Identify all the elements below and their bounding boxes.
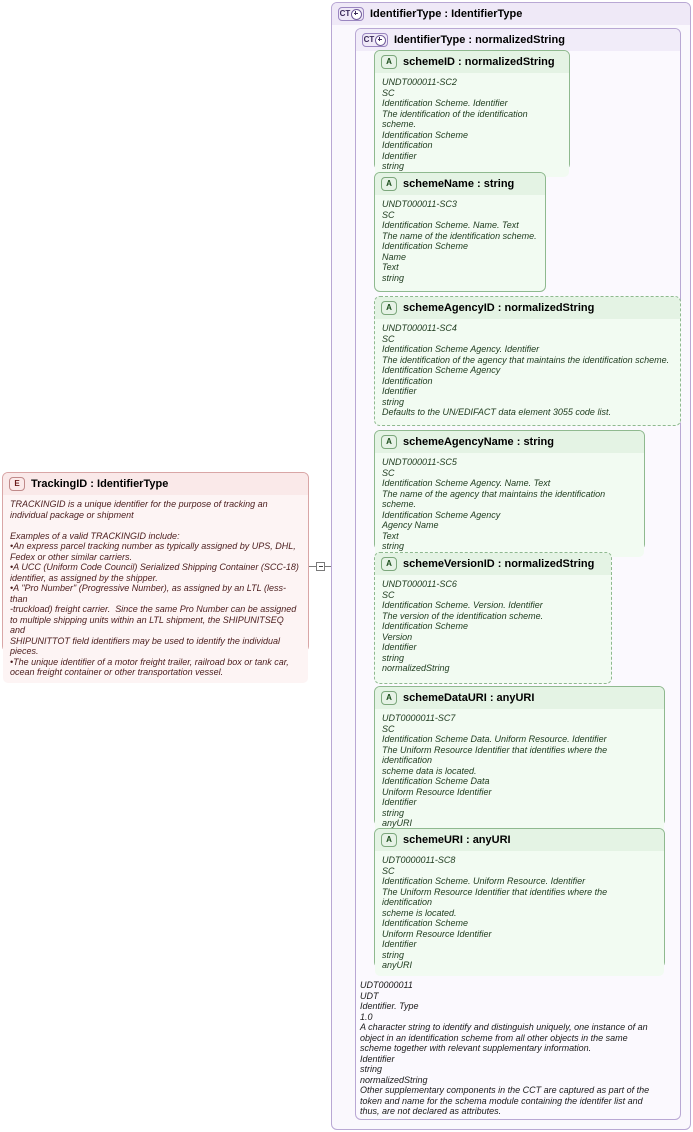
element-documentation <box>3 495 308 683</box>
attribute-documentation <box>375 195 545 288</box>
doc-line: Agency Name <box>382 520 439 530</box>
attribute-documentation <box>375 709 664 834</box>
doc-line: string <box>382 807 405 818</box>
attribute-header <box>375 431 644 453</box>
doc-line: •A "Pro Number" (Progressive Number), as assigned by an LTL (less-than <box>10 583 286 604</box>
doc-line: Uniform Resource Identifier <box>382 786 492 797</box>
doc-line: UNDT000011-SC6 <box>382 579 457 589</box>
doc-line: •A UCC (Uniform Code Council) Serialized Shipping Container (SCC-18) <box>10 562 299 572</box>
attribute-title: schemeAgencyName : string <box>403 436 554 448</box>
doc-line: UDT <box>360 990 379 1001</box>
doc-line: Identifier. Type <box>360 1001 419 1011</box>
doc-line: Identification Scheme Agency. Identifier <box>382 344 540 354</box>
inner-title: IdentifierType : normalizedString <box>394 34 565 46</box>
doc-line: Identification Scheme Agency <box>382 365 501 375</box>
attribute-schemename[interactable] <box>374 172 546 292</box>
doc-line: Fedex or other similar carriers. <box>10 551 133 562</box>
attribute-schemedatauri[interactable] <box>374 686 665 826</box>
attribute-schemeagencyid[interactable] <box>374 296 681 426</box>
attribute-header <box>375 173 545 195</box>
ct-label-inner: CT <box>363 35 375 44</box>
doc-line: scheme data is located. <box>382 765 477 776</box>
doc-line: UDT0000011-SC8 <box>382 855 456 865</box>
doc-line: 1.0 <box>360 1011 373 1022</box>
element-icon: E <box>9 477 25 491</box>
attribute-documentation <box>375 73 569 177</box>
doc-line: SC <box>382 333 395 344</box>
doc-line: Identifier <box>382 797 417 807</box>
doc-line: UNDT000011-SC5 <box>382 457 457 467</box>
doc-line: SHIPUNITTOT field identifiers may be used to identify the individual <box>10 635 280 646</box>
doc-line: A character string to identify and distinguish uniquely, one instance of an <box>360 1022 648 1032</box>
attribute-header <box>375 297 680 319</box>
doc-line: -truckload) freight carrier. Since the same Pro Number can be assigned <box>10 604 297 614</box>
doc-line: string <box>360 1064 383 1074</box>
doc-line: Identifier <box>382 386 417 396</box>
doc-line: Identification Scheme <box>382 241 469 251</box>
doc-line: Uniform Resource Identifier <box>382 928 492 939</box>
doc-line: SC <box>382 209 395 220</box>
attribute-documentation <box>375 851 664 976</box>
doc-line: Text <box>382 530 399 541</box>
doc-line: Identification Scheme Agency <box>382 509 501 520</box>
attribute-icon: A <box>381 691 397 705</box>
doc-line: The name of the identification scheme. <box>382 230 537 241</box>
doc-line: •The unique identifier of a motor freight trailer, railroad box or tank car, <box>10 656 289 667</box>
doc-line: anyURI <box>382 960 413 970</box>
doc-line: Identification Scheme <box>382 129 469 140</box>
doc-line: SC <box>382 723 395 734</box>
doc-line: SC <box>382 865 395 876</box>
attribute-title: schemeDataURI : anyURI <box>403 692 535 704</box>
attribute-header <box>375 51 569 73</box>
attribute-icon: A <box>381 435 397 449</box>
doc-line: scheme together with relevant supplementary information. <box>360 1043 592 1053</box>
doc-line: thus, are not declared as attributes. <box>360 1106 502 1116</box>
doc-line: Examples of a valid TRACKINGID include: <box>10 530 180 541</box>
doc-line: The Uniform Resource Identifier that identifies where the identification <box>382 886 610 907</box>
doc-line: scheme is located. <box>382 907 457 918</box>
doc-line: Identification Scheme Data. Uniform Resource. Identifier <box>382 734 607 744</box>
inner-header <box>356 29 680 51</box>
doc-line: Identification Scheme. Name. Text <box>382 220 519 230</box>
doc-line: Text <box>382 262 399 272</box>
complex-type-icon-inner <box>362 33 388 47</box>
doc-line: string <box>382 396 405 407</box>
element-title: TrackingID : IdentifierType <box>31 478 169 490</box>
doc-line <box>10 520 301 531</box>
doc-line: Identification Scheme. Version. Identifier <box>382 600 543 610</box>
doc-line: Identification Scheme Data <box>382 776 490 786</box>
attribute-header <box>375 829 664 851</box>
doc-line: SC <box>382 87 395 98</box>
doc-line: Defaults to the UN/EDIFACT data element 3055 code list. <box>382 407 611 417</box>
doc-line: Name <box>382 251 407 262</box>
doc-line: SC <box>382 467 395 478</box>
doc-line: •An express parcel tracking number as typically assigned by UPS, DHL, <box>10 541 296 551</box>
attribute-title: schemeName : string <box>403 178 515 190</box>
doc-line: Identifier <box>382 939 417 949</box>
attribute-icon: A <box>381 301 397 315</box>
expand-plus-icon[interactable] <box>351 9 362 20</box>
attribute-title: schemeVersionID : normalizedString <box>403 558 595 570</box>
attribute-schemeuri[interactable] <box>374 828 665 968</box>
doc-line: pieces. <box>10 646 39 656</box>
ct-label: CT <box>339 9 351 18</box>
doc-line: Identification <box>382 140 433 150</box>
doc-line: Identification Scheme. Uniform Resource. Identifier <box>382 876 586 886</box>
outer-header <box>332 3 690 25</box>
attribute-title: schemeID : normalizedString <box>403 56 555 68</box>
doc-line: token and name for the schema module containing the identifer list and <box>360 1095 643 1106</box>
doc-line: UDT0000011-SC7 <box>382 713 456 723</box>
expand-plus-icon-inner[interactable] <box>375 35 386 46</box>
doc-line: TRACKINGID is a unique identifier for the purpose of tracking an <box>10 499 268 509</box>
doc-line: string <box>382 161 405 171</box>
type-documentation <box>360 980 660 1117</box>
attribute-icon: A <box>381 177 397 191</box>
doc-line: The version of the identification scheme. <box>382 610 544 621</box>
doc-line: to multiple shipping units within an LTL shipment, the SHIPUNITSEQ and <box>10 614 287 635</box>
doc-line: ocean freight container or other transportation vessel. <box>10 667 224 677</box>
doc-line: Identification Scheme <box>382 918 469 928</box>
doc-line: UNDT000011-SC2 <box>382 77 457 87</box>
attribute-title: schemeAgencyID : normalizedString <box>403 302 595 314</box>
doc-line: Other supplementary components in the CCT are captured as part of the <box>360 1085 650 1095</box>
outer-title: IdentifierType : IdentifierType <box>370 8 523 20</box>
doc-line: individual package or shipment <box>10 509 134 520</box>
doc-line: string <box>382 949 405 960</box>
doc-line: Identifier <box>382 642 417 652</box>
attribute-documentation <box>375 575 611 679</box>
element-header <box>3 473 308 495</box>
doc-line: normalizedString <box>382 663 450 673</box>
complex-type-icon <box>338 7 364 21</box>
doc-line: Identifier <box>360 1053 395 1064</box>
attribute-schemeid[interactable] <box>374 50 570 170</box>
attribute-icon: A <box>381 55 397 69</box>
attribute-header <box>375 553 611 575</box>
doc-line: The identification of the identification scheme. <box>382 108 531 129</box>
doc-line: string <box>382 652 405 663</box>
doc-line: object in an identification scheme from all other objects in the same <box>360 1032 628 1043</box>
attribute-icon: A <box>381 557 397 571</box>
doc-line: string <box>382 272 405 283</box>
doc-line: UNDT000011-SC4 <box>382 323 457 333</box>
attribute-schemeversionid[interactable] <box>374 552 612 684</box>
doc-line: normalizedString <box>360 1074 428 1085</box>
doc-line: Identifier <box>382 150 417 161</box>
attribute-icon: A <box>381 833 397 847</box>
doc-line: string <box>382 541 405 551</box>
connector-expand-box[interactable] <box>316 562 325 571</box>
attribute-documentation <box>375 319 680 423</box>
doc-line: Identification <box>382 375 433 386</box>
doc-line: Version <box>382 631 413 642</box>
doc-line: The identification of the agency that maintains the identification scheme. <box>382 354 670 365</box>
attribute-title: schemeURI : anyURI <box>403 834 511 846</box>
doc-line: Identification Scheme. Identifier <box>382 98 508 108</box>
doc-line: Identification Scheme Agency. Name. Text <box>382 478 551 488</box>
attribute-header <box>375 687 664 709</box>
doc-line: anyURI <box>382 818 413 828</box>
doc-line: The name of the agency that maintains the identification scheme. <box>382 488 608 509</box>
doc-line: UDT0000011 <box>360 980 413 990</box>
doc-line: Identification Scheme <box>382 621 469 631</box>
doc-line: UNDT000011-SC3 <box>382 199 457 209</box>
doc-line: SC <box>382 589 395 600</box>
element-trackingid[interactable] <box>2 472 309 677</box>
attribute-documentation <box>375 453 644 557</box>
attribute-schemeagencyname[interactable] <box>374 430 645 550</box>
doc-line: The Uniform Resource Identifier that identifies where the identification <box>382 744 610 765</box>
doc-line: identifier, as assigned by the shipper. <box>10 572 158 583</box>
